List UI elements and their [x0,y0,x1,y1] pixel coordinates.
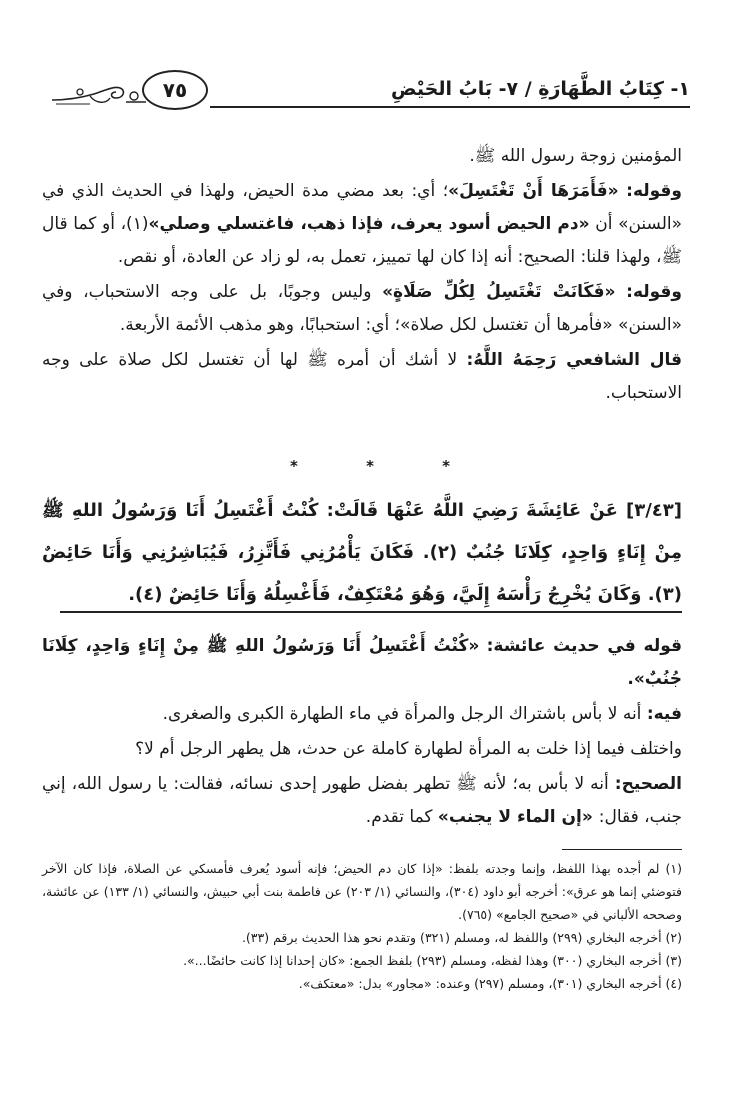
commentary-1-label: قوله في حديث عائشة: [486,636,682,656]
page-header [50,64,690,114]
footnote-3: (٣) أخرجه البخاري (٣٠٠) وهذا لفظه، ومسلم (٢٩٣) بلفظ الجمع: «كان إحدانا إذا كانت حائضًا...». [183,953,682,968]
paragraph-2-quote-2: «دم الحيض أسود يعرف، فإذا ذهب، فاغتسلي وصلي» [148,214,590,234]
commentary-4-text-b: كما تقدم. [365,807,438,827]
footnote-1: (١) لم أجده بهذا اللفظ، وإنما وجدته بلفظ: «إذا كان دم الحيض؛ فإنه أسود يُعرف فأمسكي عن الصلاة، فإذا كان الآخر فتوضئي إنما هو عرق»: أخرجه أبو داود (٣٠٤)، والنسائي (١/ ٢٠٣) عن فاطمة بنت أبي حبيش، والنسائي (١/ ١٣٣) عن عائشة، وصححه الألباني في «صحيح الجامع» (٧٦٥). [42,861,682,922]
hadith-text [42,490,682,616]
paragraph-1: المؤمنين زوجة رسول الله ﷺ. [469,146,682,166]
footnotes [42,857,682,995]
section-separator [290,457,450,475]
paragraph-2-text-b: (١)، أو كما قال ﷺ، ولهذا قلنا: الصحيح: أنه إذا كان لها تمييز، تعمل به، لو زاد عن العادة، أو نقص. [42,214,682,267]
commentary [42,630,682,836]
footnote-4: (٤) أخرجه البخاري (٣٠١)، ومسلم (٢٩٧) وعنده: «مجاور» بدل: «معتكف». [298,976,682,991]
paragraph-3-label: وقوله: [626,282,683,302]
commentary-4-quote: «إن الماء لا يجنب» [437,807,599,827]
footnote-2: (٢) أخرجه البخاري (٢٩٩) واللفظ له، ومسلم (٣٢١) وتقدم نحو هذا الحديث برقم (٣٣). [241,930,682,945]
paragraph-4-text: لا أشك أن أمره ﷺ لها أن تغتسل لكل صلاة على وجه الاستحباب. [42,350,682,403]
commentary-3: واختلف فيما إذا خلت به المرأة لطهارة كاملة عن حدث، هل يطهر الرجل أم لا؟ [135,739,682,759]
page-number: ٧٥ [162,78,188,102]
commentary-4-label: الصحيح: [614,774,682,794]
separator-star: * [290,457,298,475]
paragraph-2-label: وقوله: [626,181,682,201]
paragraph-4 [42,344,682,410]
paragraph-3-quote: «فَكَانَتْ تَغْتَسِلُ لِكُلِّ صَلَاةٍ» [382,282,616,302]
commentary-1 [42,630,682,696]
paragraph-2-text-a: ؛ أي: بعد مضي مدة الحيض، ولهذا في الحديث الذي في «السنن» أن [42,181,683,234]
commentary-2-label: فيه: [646,704,682,724]
paragraph-3 [42,276,682,342]
commentary-1-quote: «كُنْتُ أَغْتَسِلُ أَنَا وَرَسُولُ اللهِ ﷺ مِنْ إِنَاءٍ وَاحِدٍ، كِلَانَا جُنُبٌ». [42,636,682,689]
separator-star: * [442,457,450,475]
paragraph-3-text: وليس وجوبًا، بل على وجه الاستحباب، وفي «السنن» «فأمرها أن تغتسل لكل صلاة»؛ أي: استحبابًا، وهو مذهب الأئمة الأربعة. [42,282,682,335]
paragraph-2-quote: «فَأَمَرَهَا أَنْ تَغْتَسِلَ» [448,181,619,201]
page-number-badge [142,70,208,110]
footnote-rule [562,849,682,850]
commentary-4-text-a: أنه لا بأس به؛ لأنه ﷺ تطهر بفضل طهور إحدى نسائه، فقالت: يا رسول الله، إني جنب، فقال: [42,774,682,827]
commentary-2 [42,698,682,731]
paragraph-4-label: قال الشافعي رَحِمَهُ اللَّهُ: [466,350,683,370]
body-text [42,140,682,412]
hadith-paragraph: [٣/٤٣] عَنْ عَائِشَةَ رَضِيَ اللَّهُ عَنْهَا قَالَتْ: كُنْتُ أَغْتَسِلُ أَنَا وَرَسُولُ اللهِ ﷺ مِنْ إِنَاءٍ وَاحِدٍ، كِلَانَا جُنُبٌ (٢). فَكَانَ يَأْمُرُنِي فَأَتَّزِرُ، فَيُبَاشِرُنِي وَأَنَا حَائِضٌ (٣). وَكَانَ يُخْرِجُ رَأْسَهُ إِلَيَّ، وَهُوَ مُعْتَكِفٌ، فَأَغْسِلُهُ وَأَنَا حَائِضٌ (٤). [42,500,682,605]
paragraph-2 [42,175,682,274]
text-divider [60,611,682,613]
commentary-2-text: أنه لا بأس باشتراك الرجل والمرأة في ماء الطهارة الكبرى والصغرى. [162,704,647,724]
separator-star: * [366,457,374,475]
commentary-4 [42,768,682,834]
decorative-flourish-icon [50,74,146,108]
running-title: ١- كِتَابُ الطَّهَارَةِ / ٧- بَابُ الحَيْضِ [390,78,690,100]
header-rule [210,106,690,108]
